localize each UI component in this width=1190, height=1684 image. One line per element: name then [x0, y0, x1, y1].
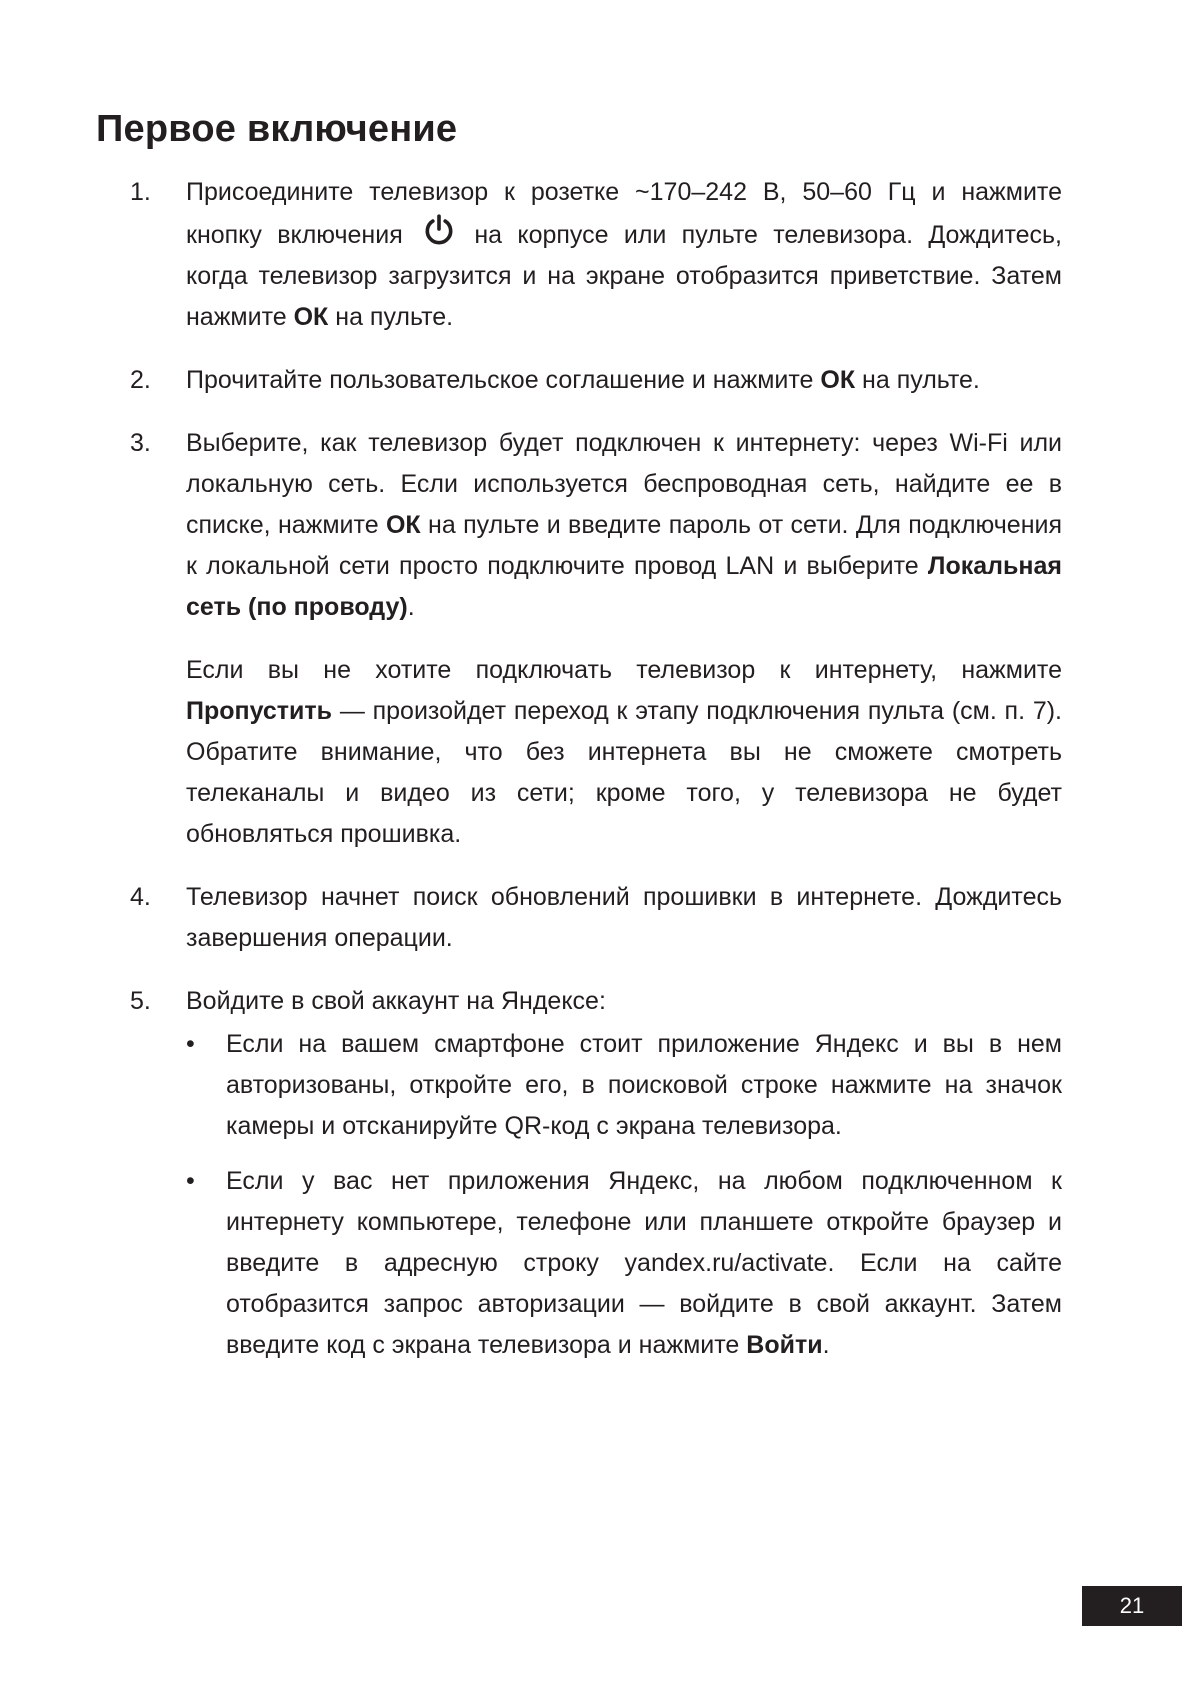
step-number: 4. [130, 883, 151, 911]
step-body [186, 172, 1062, 338]
step-body [186, 877, 1062, 959]
bullet-item [186, 1024, 1062, 1147]
step-number: 5. [130, 987, 151, 1015]
bullet-list [186, 1024, 1062, 1366]
step-body [186, 360, 1062, 401]
bullet-item [186, 1161, 1062, 1366]
step-3 [130, 423, 1062, 855]
bullet-icon: • [186, 1030, 195, 1058]
step-note: Если вы не хотите подключать телевизор к интернету, нажмите Пропустить — произойдет переход к этапу подключения пульта (см. п. 7). Обратите внимание, что без интернета вы не сможете смотреть телеканалы и видео из сети; кроме того, у телевизора не будет обновляться прошивка. [186, 656, 1062, 848]
page-title: Первое включение [96, 108, 458, 150]
step-body [186, 981, 1062, 1380]
step-2 [130, 360, 1062, 401]
step-number: 2. [130, 366, 151, 394]
step-text: Войдите в свой аккаунт на Яндексе: [186, 987, 606, 1015]
step-4 [130, 877, 1062, 959]
bullet-icon: • [186, 1167, 195, 1195]
power-icon [422, 213, 456, 247]
bullet-text: Если на вашем смартфоне стоит приложение Яндекс и вы в нем авторизованы, откройте его, в поисковой строке нажмите на значок камеры и отсканируйте QR-код с экрана телевизора. [226, 1030, 1062, 1140]
step-1 [130, 172, 1062, 338]
step-5 [130, 981, 1062, 1380]
step-number: 3. [130, 429, 151, 457]
step-number: 1. [130, 178, 151, 206]
page-number: 21 [1082, 1586, 1182, 1626]
step-text: Телевизор начнет поиск обновлений прошивки в интернете. Дождитесь завершения операции. [186, 883, 1062, 952]
step-text: Прочитайте пользовательское соглашение и нажмите ОК на пульте. [186, 366, 980, 394]
step-text: Выберите, как телевизор будет подключен к интернету: через Wi-Fi или локальную сеть. Если используется беспроводная сеть, найдите ее в списке, нажмите ОК на пульте и введите пароль от сети. Для подключения к локальной сети просто подключите провод LAN и выберите Локальная сеть (по проводу). [186, 429, 1062, 621]
instructions-list [130, 172, 1062, 1402]
bullet-text: Если у вас нет приложения Яндекс, на любом подключенном к интернету компьютере, телефоне или планшете откройте браузер и введите в адресную строку yandex.ru/activate. Если на сайте отобразится запрос авторизации — войдите в свой аккаунт. Затем введите код с экрана телевизора и нажмите Войти. [226, 1167, 1062, 1359]
step-text: Присоедините телевизор к розетке ~170–242 В, 50–60 Гц и нажмите кнопку включения на корпусе или пульте телевизора. Дождитесь, когда телевизор загрузится и на экране отобразится приветствие. Затем нажмите ОК на пульте. [186, 178, 1062, 331]
step-body [186, 423, 1062, 855]
